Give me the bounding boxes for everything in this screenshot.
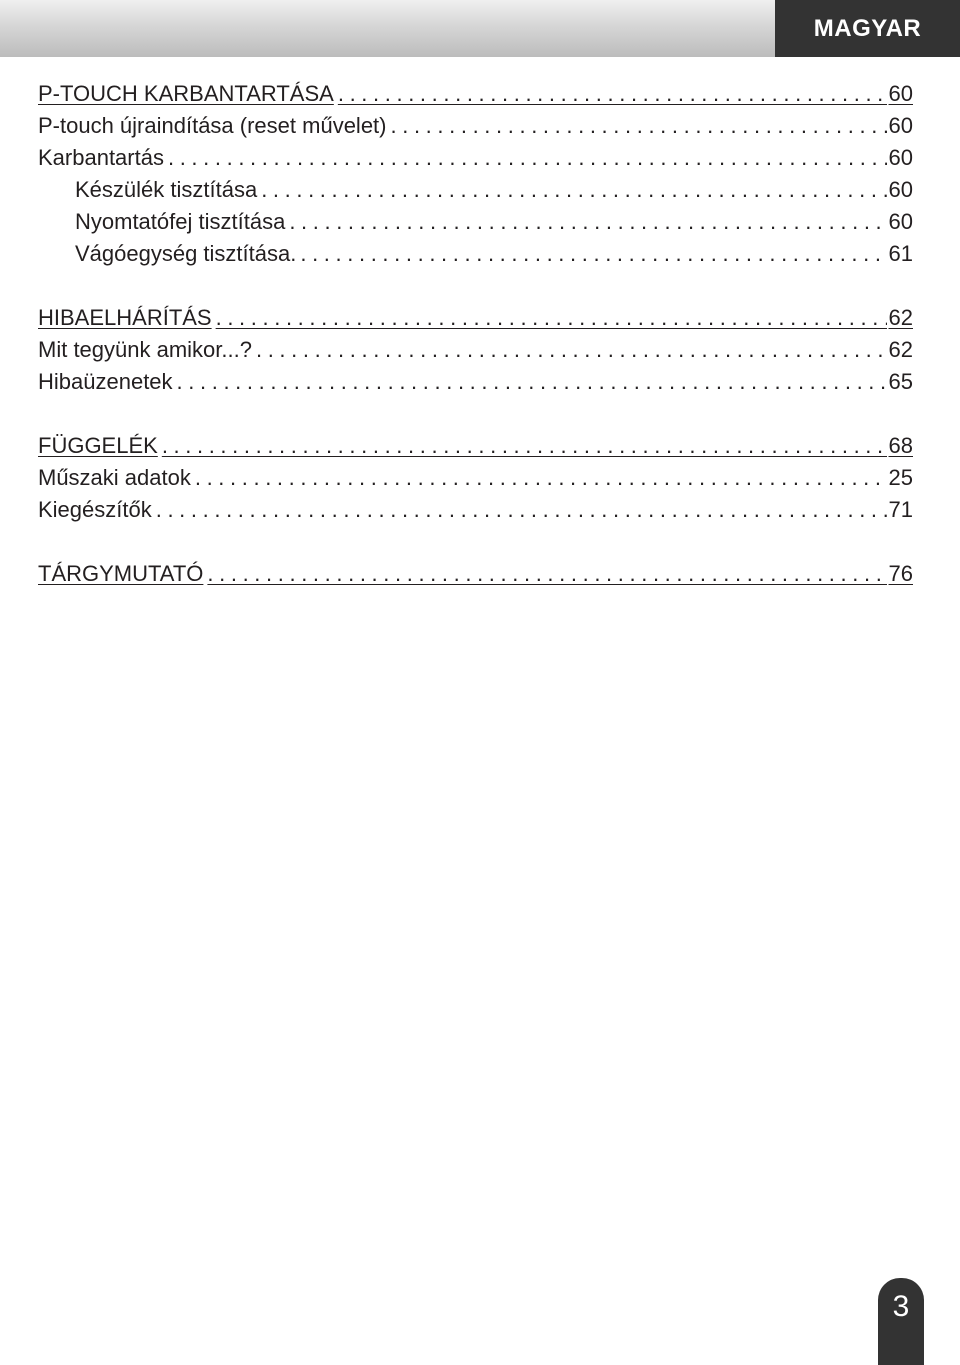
page-number: 3 <box>892 1290 910 1323</box>
toc-section-appendix <box>38 430 913 526</box>
toc-dot-leader <box>252 334 887 366</box>
toc-entry-page: 60 <box>888 113 913 138</box>
toc-entry-title: TÁRGYMUTATÓ <box>38 561 204 586</box>
toc-dot-leader <box>387 110 888 142</box>
toc-entry-page: 65 <box>888 369 913 394</box>
toc-entry-heading[interactable] <box>38 78 913 110</box>
toc-entry[interactable] <box>38 366 913 398</box>
toc-subentry[interactable] <box>38 206 913 238</box>
toc-entry-page: 60 <box>888 81 913 106</box>
toc-entry[interactable] <box>38 334 913 366</box>
toc-subentry[interactable] <box>38 238 913 270</box>
toc-dot-leader <box>191 462 887 494</box>
toc-entry-title: HIBAELHÁRÍTÁS <box>38 305 212 330</box>
toc-entry[interactable] <box>38 494 913 526</box>
toc-subentry[interactable] <box>38 174 913 206</box>
toc-entry-title: Vágóegység tisztítása. <box>75 241 297 266</box>
toc-entry-title: Kiegészítők <box>38 497 152 522</box>
toc-entry-page: 62 <box>888 305 913 330</box>
toc-entry-page: 61 <box>888 241 913 266</box>
toc-dot-leader <box>158 430 887 462</box>
toc-entry-title: Mit tegyünk amikor...? <box>38 337 252 362</box>
toc-dot-leader <box>164 142 887 174</box>
toc-entry[interactable] <box>38 110 913 142</box>
toc-entry-title: P-touch újraindítása (reset művelet) <box>38 113 387 138</box>
toc-entry-title: Nyomtatófej tisztítása <box>75 209 286 234</box>
toc-dot-leader <box>296 238 887 270</box>
toc-entry-title: P-TOUCH KARBANTARTÁSA <box>38 81 334 106</box>
toc-dot-leader <box>285 206 887 238</box>
toc-dot-leader <box>334 78 887 110</box>
toc-entry-title: Karbantartás <box>38 145 164 170</box>
header-gradient-bar <box>0 0 775 57</box>
toc-entry-page: 60 <box>888 209 913 234</box>
toc-entry-title: Hibaüzenetek <box>38 369 173 394</box>
language-tab <box>775 0 960 57</box>
toc-entry[interactable] <box>38 462 913 494</box>
toc-dot-leader <box>203 558 887 590</box>
toc-entry-page: 71 <box>888 497 913 522</box>
toc-entry-heading[interactable] <box>38 302 913 334</box>
toc-entry-page: 76 <box>888 561 913 586</box>
toc-entry[interactable] <box>38 142 913 174</box>
table-of-contents <box>38 78 913 622</box>
toc-entry-heading[interactable] <box>38 558 913 590</box>
toc-entry-heading[interactable] <box>38 430 913 462</box>
toc-dot-leader <box>173 366 887 398</box>
toc-entry-title: FÜGGELÉK <box>38 433 158 458</box>
toc-entry-page: 60 <box>888 145 913 170</box>
toc-entry-page: 68 <box>888 433 913 458</box>
toc-dot-leader <box>257 174 887 206</box>
toc-dot-leader <box>212 302 887 334</box>
toc-section-maintenance <box>38 78 913 270</box>
page-number-tab <box>878 1278 924 1365</box>
toc-entry-title: Készülék tisztítása <box>75 177 258 202</box>
toc-entry-page: 62 <box>888 337 913 362</box>
toc-entry-page: 25 <box>888 465 913 490</box>
toc-entry-title: Műszaki adatok <box>38 465 191 490</box>
toc-dot-leader <box>152 494 887 526</box>
language-label: MAGYAR <box>813 14 922 42</box>
toc-section-index <box>38 558 913 590</box>
toc-section-troubleshooting <box>38 302 913 398</box>
toc-entry-page: 60 <box>888 177 913 202</box>
